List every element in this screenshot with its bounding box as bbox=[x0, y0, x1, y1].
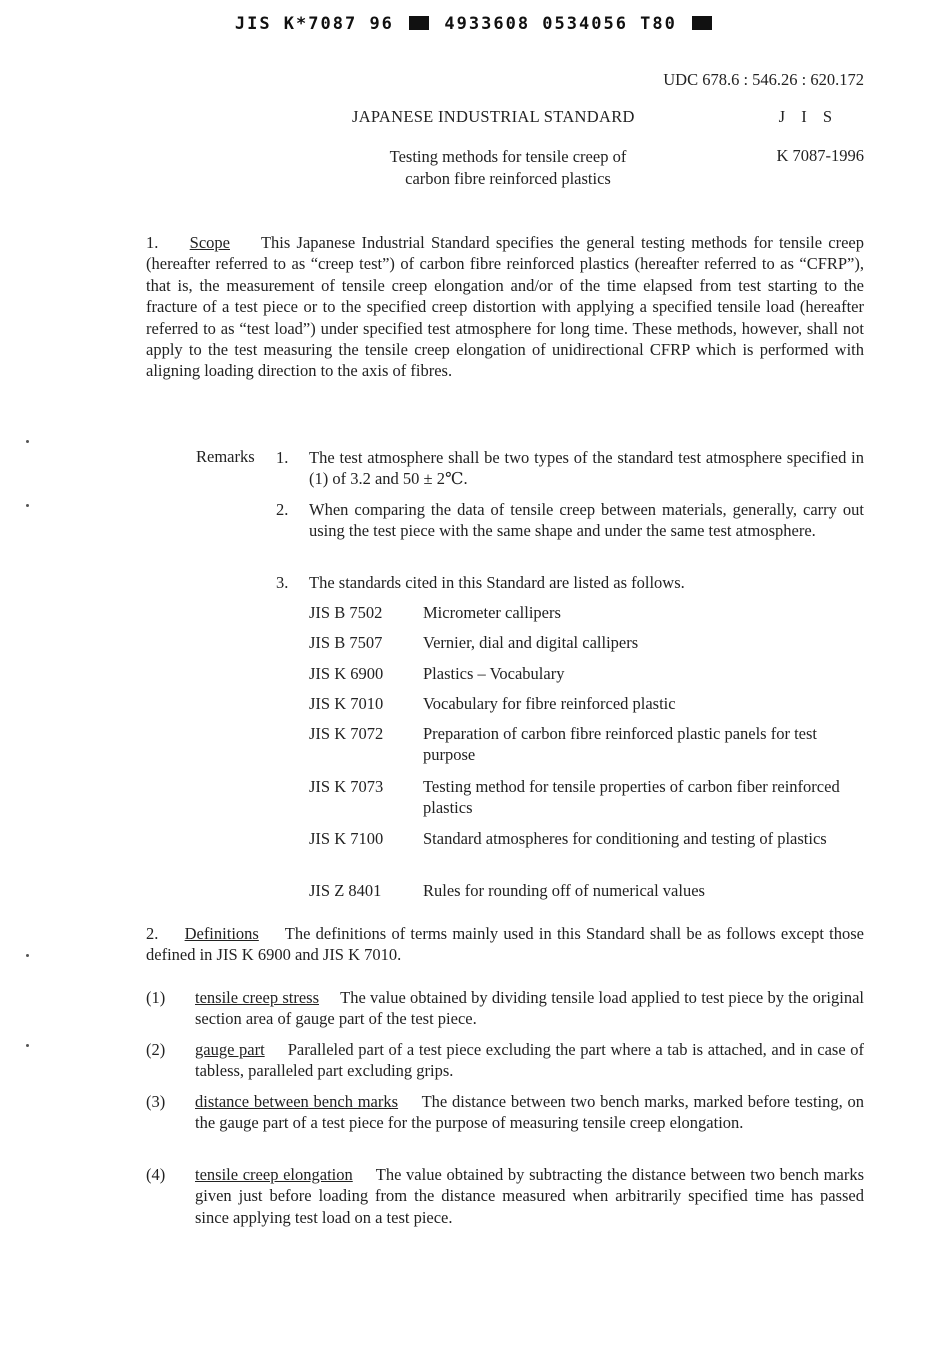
remark-text: The standards cited in this Standard are listed as follows. bbox=[309, 573, 685, 592]
reference-title: Micrometer callipers bbox=[423, 603, 561, 622]
scope-number: 1. bbox=[146, 233, 159, 252]
scan-speck bbox=[26, 504, 29, 507]
definitions-heading: Definitions bbox=[184, 924, 259, 943]
definition-item bbox=[146, 1039, 864, 1082]
udc-classification: UDC 678.6 : 546.26 : 620.172 bbox=[663, 70, 864, 89]
scope-text: This Japanese Industrial Standard specifies the general testing methods for tensile creep (hereafter referred to as “creep test”) of carbon fibre reinforced plastics (hereafter referred to as “CFRP”), that is, the measurement of tensile creep elongation and/or of the time elapsed from test starting to the fracture of a test piece or to the specified creep distortion with applying a specified tensile load (hereafter referred to as “test load”) under specified test atmosphere for long time. These methods, however, shall not apply to the test measuring the tensile creep elongation of unidirectional CFRP which is performed with aligning loading direction to the axis of fibres. bbox=[146, 233, 865, 381]
reference-title: Plastics – Vocabulary bbox=[423, 664, 565, 683]
scan-speck bbox=[26, 1044, 29, 1047]
reference-item bbox=[309, 693, 864, 714]
reference-item bbox=[309, 776, 864, 819]
reference-item bbox=[309, 880, 864, 901]
definition-item bbox=[146, 1164, 864, 1228]
jis-mark: J I S bbox=[778, 107, 838, 126]
remark-text: The test atmosphere shall be two types of the standard test atmosphere specified in (1) of 3.2 and 50 ± 2℃. bbox=[309, 448, 864, 489]
reference-code: JIS K 6900 bbox=[309, 664, 384, 683]
definition-item bbox=[146, 987, 864, 1030]
reference-title: Testing method for tensile properties of carbon fiber reinforced plastics bbox=[423, 777, 840, 818]
reference-title: Vernier, dial and digital callipers bbox=[423, 633, 639, 652]
reference-code: JIS B 7507 bbox=[309, 633, 383, 652]
reference-code: JIS B 7502 bbox=[309, 603, 383, 622]
standard-number: K 7087-1996 bbox=[776, 146, 864, 165]
remark-number: 3. bbox=[276, 573, 289, 592]
definition-text: The distance between two bench marks, marked before testing, on the gauge part of a test piece for the purpose of measuring tensile creep elongation. bbox=[195, 1092, 864, 1133]
reference-item bbox=[309, 632, 864, 653]
black-block-mark bbox=[409, 16, 429, 30]
black-block-mark bbox=[692, 16, 712, 30]
definition-term: gauge part bbox=[195, 1040, 265, 1059]
definition-text: The value obtained by dividing tensile load applied to test piece by the original section area of gauge part of the test piece. bbox=[195, 988, 865, 1029]
definition-number: (4) bbox=[146, 1165, 166, 1184]
definition-number: (3) bbox=[146, 1092, 166, 1111]
remark-item bbox=[276, 447, 864, 490]
document-id-part1: JIS K*7087 96 bbox=[234, 14, 394, 34]
reference-title: Standard atmospheres for conditioning and testing of plastics bbox=[423, 829, 827, 848]
reference-code: JIS Z 8401 bbox=[309, 881, 382, 900]
reference-code: JIS K 7010 bbox=[309, 694, 384, 713]
reference-title: Rules for rounding off of numerical values bbox=[423, 881, 705, 900]
definition-number: (1) bbox=[146, 988, 166, 1007]
definition-item bbox=[146, 1091, 864, 1134]
scope-heading: Scope bbox=[189, 233, 230, 252]
definition-term: tensile creep stress bbox=[195, 988, 320, 1007]
definitions-number: 2. bbox=[146, 924, 159, 943]
definition-text: The value obtained by subtracting the distance between two bench marks given just before loading from the distance measured when arbitrarily specified time has passed since applying test load on a test piece. bbox=[195, 1165, 864, 1227]
reference-item bbox=[309, 602, 864, 623]
definitions-section bbox=[146, 923, 864, 966]
reference-code: JIS K 7072 bbox=[309, 724, 384, 743]
document-id-part2: 4933608 0534056 T80 bbox=[444, 14, 677, 34]
definition-term: distance between bench marks bbox=[195, 1092, 399, 1111]
remark-item bbox=[276, 499, 864, 542]
remarks-label: Remarks bbox=[196, 447, 255, 466]
definition-term: tensile creep elongation bbox=[195, 1165, 353, 1184]
reference-title: Vocabulary for fibre reinforced plastic bbox=[423, 694, 676, 713]
standard-title bbox=[340, 146, 676, 190]
standard-org: JAPANESE INDUSTRIAL STANDARD bbox=[352, 107, 635, 126]
definitions-intro: The definitions of terms mainly used in this Standard shall be as follows except those defined in JIS K 6900 and JIS K 7010. bbox=[146, 924, 864, 965]
reference-code: JIS K 7073 bbox=[309, 777, 384, 796]
reference-item bbox=[309, 723, 864, 766]
definition-number: (2) bbox=[146, 1040, 166, 1059]
definition-text: Paralleled part of a test piece excluding the part where a tab is attached, and in case of tabless, paralleled part excluding grips. bbox=[195, 1040, 865, 1081]
standard-title-line1: Testing methods for tensile creep of bbox=[389, 147, 627, 166]
remark-number: 2. bbox=[276, 500, 289, 519]
reference-item bbox=[309, 828, 864, 849]
scan-speck bbox=[26, 954, 29, 957]
scope-section bbox=[146, 232, 864, 382]
reference-title: Preparation of carbon fibre reinforced plastic panels for test purpose bbox=[423, 724, 818, 765]
reference-item bbox=[309, 663, 864, 684]
scan-speck bbox=[26, 440, 29, 443]
remark-text: When comparing the data of tensile creep between materials, generally, carry out using the test piece with the same shape and under the same test atmosphere. bbox=[309, 500, 864, 541]
remark-number: 1. bbox=[276, 448, 289, 467]
remark-item bbox=[276, 572, 864, 593]
document-id-code bbox=[0, 14, 950, 34]
standard-title-line2: carbon fibre reinforced plastics bbox=[405, 169, 611, 188]
reference-code: JIS K 7100 bbox=[309, 829, 384, 848]
